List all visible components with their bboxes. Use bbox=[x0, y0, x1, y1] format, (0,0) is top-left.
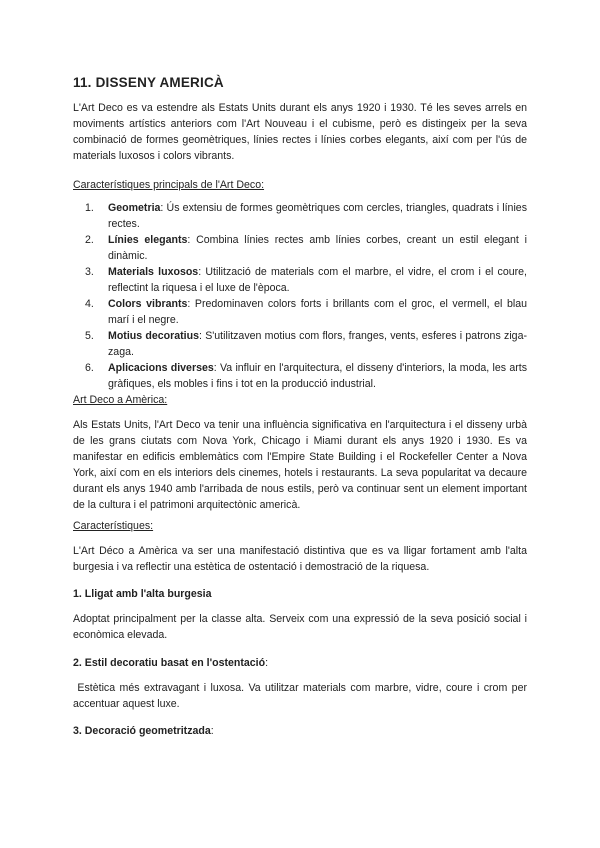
list-item: 1. Geometria: Ús extensiu de formes geomètriques com cercles, triangles, quadrats i línies rectes. bbox=[85, 202, 527, 230]
features-list bbox=[73, 200, 527, 392]
section-1-paragraph: Adoptat principalment per la classe alta. Serveix com una expressió de la seva posició social i econòmica elevada. bbox=[73, 613, 527, 641]
section-2-heading: 2. Estil decoratiu basat en l'ostentació: bbox=[73, 657, 269, 669]
section-1-heading: 1. Lligat amb l'alta burgesia bbox=[73, 588, 212, 600]
america-paragraph: Als Estats Units, l'Art Deco va tenir una influència significativa en l'arquitectura i el disseny urbà de les grans ciutats com Nova York, Chicago i Miami durant els anys 1920 i 1930. Es va manifestar en edificis emblemàtics com l'Empire State Building i el Rockefeller Center a Nova York, així com en els interiors dels cinemes, hotels i restaurants. La seva popularitat va decaure durant els anys 1940 amb l'arribada de nous estils, però va continuar sent un element important de la cultura i el patrimoni arquitectònic americà. bbox=[73, 419, 527, 511]
characteristics-heading: Característiques: bbox=[73, 520, 154, 532]
intro-paragraph: L'Art Deco es va estendre als Estats Units durant els anys 1920 i 1930. Té les seves arrels en moviments artístics anteriors com l'Art Nouveau i el cubisme, però es distingeix per la seva combinació de formes geomètriques, línies rectes i línies corbes elegants, així com per l'ús de materials luxosos i colors vibrants. bbox=[73, 102, 527, 162]
features-heading: Característiques principals de l'Art Deco: bbox=[73, 179, 265, 191]
list-item: 3. Materials luxosos: Utilització de materials com el marbre, el vidre, el crom i el coure, reflectint la riquesa i el luxe de l'època. bbox=[85, 266, 528, 294]
list-item: 4. Colors vibrants: Predominaven colors forts i brillants com el groc, el vermell, el blau marí i el negre. bbox=[85, 298, 527, 326]
page-title: 11. DISSENY AMERICÀ bbox=[73, 75, 224, 90]
section-3-heading: 3. Decoració geometritzada: bbox=[73, 725, 214, 737]
america-heading: Art Deco a Amèrica: bbox=[73, 394, 168, 406]
list-item: 5. Motius decoratius: S'utilitzaven motius com flors, franges, vents, esferes i patrons ziga-zaga. bbox=[85, 330, 527, 358]
list-item: 2. Línies elegants: Combina línies rectes amb línies corbes, creant un estil elegant i dinàmic. bbox=[85, 234, 527, 262]
characteristics-paragraph: L'Art Déco a Amèrica va ser una manifestació distintiva que es va lligar fortament amb l'alta burgesia i va reflectir una estètica de ostentació i demostració de la riquesa. bbox=[73, 545, 527, 573]
list-item: 6. Aplicacions diverses: Va influir en l'arquitectura, el disseny d'interiors, la moda, les arts gràfiques, els mobles i fins i tot en la producció industrial. bbox=[85, 362, 527, 390]
section-2-paragraph: Estètica més extravagant i luxosa. Va utilitzar materials com marbre, vidre, coure i crom per accentuar aquest luxe. bbox=[73, 682, 530, 710]
